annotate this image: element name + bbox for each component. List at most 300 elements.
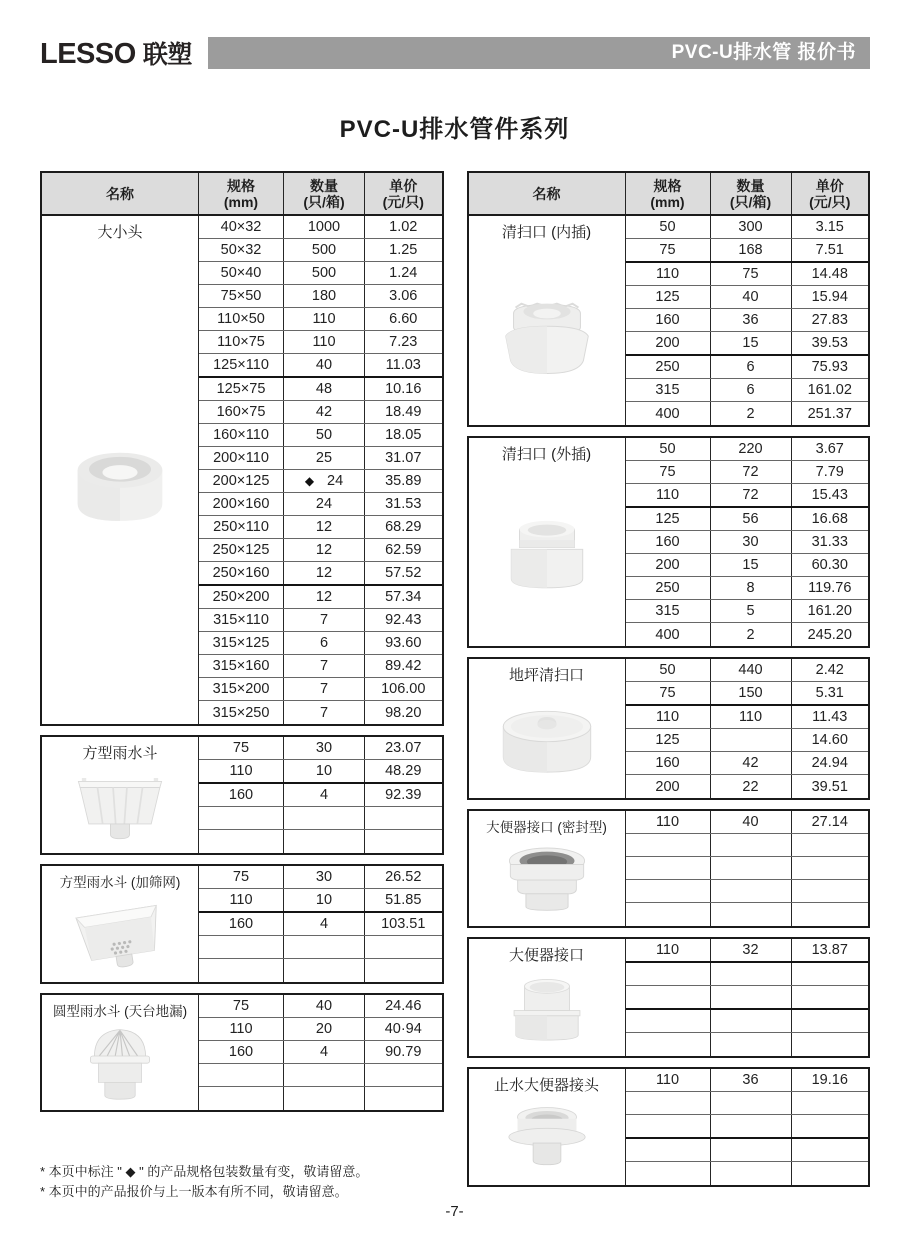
qty-cell xyxy=(284,784,365,806)
qty-cell xyxy=(711,1115,792,1137)
price-cell xyxy=(792,963,869,985)
product-name-cell xyxy=(469,216,626,425)
product-name: 清扫口 (内插) xyxy=(501,224,592,241)
spec-cell xyxy=(626,986,711,1008)
qty-cell xyxy=(711,484,792,506)
section-rows xyxy=(626,811,869,926)
qty-value: 30 xyxy=(315,869,333,885)
table-row xyxy=(626,263,869,286)
qty-cell xyxy=(284,285,365,307)
qty-value: 40 xyxy=(315,998,333,1014)
table-row xyxy=(626,332,869,356)
price-cell: 14.48 xyxy=(811,266,848,282)
qty-cell xyxy=(284,959,365,982)
price-cell xyxy=(365,936,442,958)
qty-cell xyxy=(284,308,365,330)
price-cell: 3.06 xyxy=(389,288,418,304)
qty-cell xyxy=(284,424,365,446)
table-row xyxy=(626,309,869,332)
logo-latin-text: LESSO xyxy=(40,38,136,70)
qty-value: 4 xyxy=(319,916,329,932)
spec-cell: 160 xyxy=(626,531,711,553)
col-header-spec-line1: 规格 xyxy=(653,177,682,194)
section-toilet-connector-sealed xyxy=(467,809,871,928)
spec-cell: 75 xyxy=(199,866,284,888)
price-cell xyxy=(792,834,869,856)
spec-cell: 250×200 xyxy=(199,586,284,608)
lesso-logo xyxy=(40,35,208,71)
product-name: 方型雨水斗 (加筛网) xyxy=(59,875,181,890)
qty-value: 7 xyxy=(319,612,329,628)
qty-cell xyxy=(284,401,365,423)
right-sections xyxy=(467,216,871,1187)
table-row xyxy=(199,609,442,632)
price-cell: 57.52 xyxy=(385,565,422,581)
reducer-icon xyxy=(42,242,198,724)
qty-cell xyxy=(284,470,365,492)
table-row xyxy=(199,632,442,655)
spec-cell: 50×40 xyxy=(199,262,284,284)
qty-value: 24 xyxy=(327,473,344,489)
qty-cell xyxy=(711,508,792,530)
price-cell: 62.59 xyxy=(385,542,422,558)
col-header-name: 名称 xyxy=(469,173,626,214)
page-header xyxy=(0,0,909,71)
qty-value: 30 xyxy=(742,534,759,550)
spec-cell: 50×32 xyxy=(199,239,284,261)
price-cell: 15.94 xyxy=(811,289,848,305)
product-name: 大小头 xyxy=(97,224,143,241)
price-cell: 60.30 xyxy=(811,557,848,573)
qty-value: 30 xyxy=(315,740,333,756)
spec-cell: 110×75 xyxy=(199,331,284,353)
product-name-cell xyxy=(42,995,199,1110)
product-name-cell xyxy=(469,659,626,798)
table-row xyxy=(626,903,869,926)
qty-cell xyxy=(284,378,365,400)
qty-cell xyxy=(711,309,792,331)
price-cell xyxy=(792,857,869,879)
col-header-price-line1: 单价 xyxy=(389,177,418,194)
price-cell: 6.60 xyxy=(389,311,418,327)
qty-cell xyxy=(711,682,792,704)
qty-cell xyxy=(284,1041,365,1063)
section-cleanout-outer xyxy=(467,436,871,648)
table-row xyxy=(626,811,869,834)
banner-bar: PVC-U排水管 报价书 xyxy=(208,37,870,69)
table-row xyxy=(199,1064,442,1087)
changed-qty-diamond-marker: ◆ xyxy=(304,474,315,488)
qty-cell xyxy=(711,1139,792,1161)
price-cell xyxy=(792,1092,869,1114)
price-cell: 31.33 xyxy=(811,534,848,550)
qty-value: 56 xyxy=(742,511,759,527)
col-header-spec xyxy=(199,173,284,214)
section-rows xyxy=(199,216,442,724)
qty-value: 72 xyxy=(742,487,759,503)
qty-value: 500 xyxy=(311,242,337,258)
table-row xyxy=(626,239,869,263)
qty-cell xyxy=(284,678,365,700)
table-header-row xyxy=(40,171,444,216)
left-table xyxy=(40,171,444,1187)
qty-cell xyxy=(284,516,365,538)
qty-cell xyxy=(284,830,365,853)
table-row xyxy=(199,354,442,378)
price-cell xyxy=(792,986,869,1008)
qty-cell xyxy=(711,659,792,681)
left-sections xyxy=(40,216,444,1112)
price-cell: 1.25 xyxy=(389,242,418,258)
spec-cell xyxy=(626,903,711,926)
spec-cell: 75 xyxy=(626,682,711,704)
table-row xyxy=(199,378,442,401)
qty-value: 7 xyxy=(319,704,329,721)
qty-cell xyxy=(711,356,792,378)
price-cell: 18.49 xyxy=(385,404,422,420)
table-row xyxy=(626,508,869,531)
qty-value: 1000 xyxy=(307,219,341,235)
qty-cell xyxy=(284,1018,365,1040)
price-cell: 245.20 xyxy=(807,626,852,643)
section-cleanout-inner xyxy=(467,216,871,427)
table-row xyxy=(199,424,442,447)
qty-value: 4 xyxy=(319,1044,329,1060)
qty-value: 180 xyxy=(311,288,337,304)
table-row xyxy=(626,286,869,309)
section-toilet-connector xyxy=(467,937,871,1058)
table-row xyxy=(199,807,442,830)
spec-cell xyxy=(199,807,284,829)
qty-cell xyxy=(711,438,792,460)
product-name: 大便器接口 (密封型) xyxy=(486,820,607,835)
qty-value: 110 xyxy=(312,334,336,350)
product-name: 圆型雨水斗 (天台地漏) xyxy=(52,1004,188,1019)
square-hopper-icon xyxy=(42,763,198,853)
price-cell: 119.76 xyxy=(808,580,852,596)
spec-cell: 160×110 xyxy=(199,424,284,446)
table-row xyxy=(199,493,442,516)
qty-value: 15 xyxy=(742,335,759,351)
product-name-cell xyxy=(42,216,199,724)
table-row xyxy=(199,470,442,493)
product-name-cell xyxy=(42,737,199,853)
price-cell: 7.23 xyxy=(389,334,418,350)
table-row xyxy=(626,438,869,461)
price-cell: 106.00 xyxy=(381,681,426,697)
price-cell xyxy=(792,1162,869,1185)
logo-cjk-text: 联塑 xyxy=(142,41,192,69)
spec-cell: 200 xyxy=(626,332,711,354)
table-row xyxy=(626,484,869,508)
table-row xyxy=(199,701,442,724)
spec-cell: 160×75 xyxy=(199,401,284,423)
qty-value: 300 xyxy=(738,219,763,235)
col-header-price-line2: (元/只) xyxy=(382,193,424,210)
section-rows xyxy=(626,216,869,425)
qty-value: 42 xyxy=(315,404,333,420)
price-cell xyxy=(792,1033,869,1056)
qty-cell xyxy=(284,889,365,911)
col-header-qty-line2: (只/箱) xyxy=(729,193,772,210)
price-cell: 3.15 xyxy=(815,219,844,235)
table-row xyxy=(199,562,442,586)
round-hopper-icon xyxy=(42,1020,198,1110)
col-header-qty-line2: (只/箱) xyxy=(303,193,345,210)
price-cell: 75.93 xyxy=(811,359,848,375)
price-cell: 92.39 xyxy=(385,787,422,803)
price-cell xyxy=(365,830,442,853)
col-header-qty xyxy=(284,173,365,214)
price-cell xyxy=(792,880,869,902)
table-row xyxy=(626,1010,869,1033)
spec-cell: 250×125 xyxy=(199,539,284,561)
product-name: 止水大便器接头 xyxy=(493,1077,599,1094)
spec-cell: 110 xyxy=(199,889,284,911)
product-name-cell xyxy=(469,1069,626,1185)
section-rows xyxy=(199,737,442,853)
col-header-spec xyxy=(626,173,711,214)
table-row xyxy=(199,936,442,959)
price-cell: 89.42 xyxy=(385,658,422,674)
price-cell: 1.02 xyxy=(389,219,418,235)
table-row xyxy=(626,1139,869,1162)
spec-cell: 110 xyxy=(626,263,711,285)
table-row xyxy=(199,959,442,982)
spec-cell: 50 xyxy=(626,216,711,238)
footnote-2: * 本页中的产品报价与上一版本有所不同，敬请留意。 xyxy=(40,1184,348,1199)
table-row xyxy=(199,737,442,760)
qty-cell xyxy=(284,609,365,631)
section-rows xyxy=(626,939,869,1056)
spec-cell: 315×110 xyxy=(199,609,284,631)
qty-value: 2 xyxy=(746,405,755,422)
qty-cell xyxy=(284,586,365,608)
qty-value: 500 xyxy=(311,265,337,281)
table-row xyxy=(626,880,869,903)
price-cell: 7.51 xyxy=(815,242,844,258)
qty-cell xyxy=(284,866,365,888)
section-floor-cleanout xyxy=(467,657,871,800)
price-cell xyxy=(365,1087,442,1110)
table-row xyxy=(626,1115,869,1139)
spec-cell xyxy=(199,1087,284,1110)
spec-cell: 250 xyxy=(626,356,711,378)
table-row xyxy=(199,1018,442,1041)
spec-cell xyxy=(626,1033,711,1056)
spec-cell: 200 xyxy=(626,554,711,576)
price-cell: 7.79 xyxy=(815,464,844,480)
table-row xyxy=(199,285,442,308)
spec-cell: 200×160 xyxy=(199,493,284,515)
table-row xyxy=(626,531,869,554)
table-row xyxy=(626,1162,869,1185)
spec-cell: 110 xyxy=(199,1018,284,1040)
price-cell: 13.87 xyxy=(811,942,848,958)
product-name: 大便器接口 xyxy=(508,947,584,964)
table-row xyxy=(199,586,442,609)
price-cell: 5.31 xyxy=(815,685,844,701)
col-header-spec-line2: (mm) xyxy=(223,193,259,210)
qty-cell xyxy=(711,1069,792,1091)
table-row xyxy=(626,857,869,880)
qty-value: 110 xyxy=(738,709,763,725)
section-rows xyxy=(199,866,442,982)
footnotes xyxy=(40,1162,368,1202)
table-row xyxy=(626,729,869,752)
spec-cell: 75 xyxy=(626,239,711,261)
qty-cell xyxy=(284,632,365,654)
qty-cell xyxy=(284,262,365,284)
spec-cell: 160 xyxy=(199,913,284,935)
table-row xyxy=(626,577,869,600)
spec-cell: 110 xyxy=(199,760,284,782)
price-cell: 31.07 xyxy=(385,450,422,466)
qty-cell xyxy=(711,706,792,728)
footnote-1: * 本页中标注 " ◆ " 的产品规格包装数量有变，敬请留意。 xyxy=(40,1164,369,1179)
section-rows xyxy=(199,995,442,1110)
table-row xyxy=(199,784,442,807)
qty-cell xyxy=(711,986,792,1008)
price-cell: 27.83 xyxy=(811,312,848,328)
qty-cell xyxy=(711,577,792,599)
qty-cell xyxy=(284,995,365,1017)
spec-cell: 110 xyxy=(626,811,711,833)
qty-cell xyxy=(711,332,792,354)
qty-cell xyxy=(284,539,365,561)
table-row xyxy=(626,216,869,239)
price-cell: 15.43 xyxy=(811,487,848,503)
price-cell: 10.16 xyxy=(385,381,422,397)
qty-cell xyxy=(711,379,792,401)
spec-cell: 400 xyxy=(626,402,711,425)
qty-value: 36 xyxy=(742,312,759,328)
table-row xyxy=(626,986,869,1010)
qty-cell xyxy=(711,1162,792,1185)
section-round-rain-hopper xyxy=(40,993,444,1112)
qty-cell xyxy=(711,531,792,553)
qty-cell xyxy=(284,1064,365,1086)
table-row xyxy=(199,913,442,936)
spec-cell xyxy=(626,857,711,879)
qty-cell xyxy=(711,216,792,238)
tables-area xyxy=(40,171,870,1187)
qty-cell xyxy=(711,880,792,902)
water-stop-toilet-icon xyxy=(469,1095,625,1185)
table-row xyxy=(626,1092,869,1115)
table-row xyxy=(199,830,442,853)
price-cell: 39.51 xyxy=(811,778,848,795)
col-header-price-line1: 单价 xyxy=(815,177,844,194)
spec-cell: 400 xyxy=(626,623,711,646)
qty-cell xyxy=(284,331,365,353)
spec-cell: 315×200 xyxy=(199,678,284,700)
table-row xyxy=(199,401,442,424)
price-cell: 24.46 xyxy=(385,998,422,1014)
section-rows xyxy=(626,438,869,646)
table-row xyxy=(199,995,442,1018)
qty-value: 40 xyxy=(315,357,333,373)
table-row xyxy=(199,539,442,562)
price-cell: 35.89 xyxy=(385,473,422,489)
table-row xyxy=(199,516,442,539)
spec-cell: 160 xyxy=(626,752,711,774)
spec-cell: 125×75 xyxy=(199,378,284,400)
qty-cell xyxy=(711,857,792,879)
col-header-qty xyxy=(711,173,792,214)
col-header-qty-line1: 数量 xyxy=(310,177,338,194)
price-cell: 251.37 xyxy=(807,405,852,422)
qty-value: 24 xyxy=(315,496,333,512)
section-rows xyxy=(626,659,869,798)
product-name-cell xyxy=(42,866,199,982)
spec-cell xyxy=(199,936,284,958)
price-cell: 23.07 xyxy=(385,740,422,756)
spec-cell xyxy=(199,1064,284,1086)
price-cell: 98.20 xyxy=(385,704,422,721)
col-header-price-line2: (元/只) xyxy=(809,193,851,210)
price-cell: 3.67 xyxy=(815,441,844,457)
spec-cell: 250×160 xyxy=(199,562,284,584)
price-cell: 18.05 xyxy=(385,427,422,443)
product-name-cell xyxy=(469,438,626,646)
table-row xyxy=(626,752,869,775)
qty-value: 20 xyxy=(315,1021,333,1037)
cleanout-inner-icon xyxy=(469,242,625,425)
price-cell: 27.14 xyxy=(811,814,848,830)
qty-value: 150 xyxy=(738,685,763,701)
qty-value: 40 xyxy=(742,289,759,305)
spec-cell xyxy=(626,1162,711,1185)
qty-cell xyxy=(711,286,792,308)
spec-cell: 125 xyxy=(626,286,711,308)
spec-cell: 110 xyxy=(626,939,711,961)
spec-cell: 75 xyxy=(626,461,711,483)
table-row xyxy=(626,834,869,857)
qty-value: 7 xyxy=(319,658,329,674)
spec-cell: 160 xyxy=(626,309,711,331)
price-cell xyxy=(792,1115,869,1137)
toilet-connector-sealed-icon xyxy=(469,836,625,926)
table-row xyxy=(199,239,442,262)
qty-cell xyxy=(284,737,365,759)
table-row xyxy=(626,659,869,682)
spec-cell: 75×50 xyxy=(199,285,284,307)
toilet-connector-icon xyxy=(469,965,625,1056)
right-table xyxy=(467,171,871,1187)
qty-cell xyxy=(711,834,792,856)
col-header-spec-line2: (mm) xyxy=(650,193,685,210)
qty-cell xyxy=(711,600,792,622)
table-row xyxy=(199,308,442,331)
spec-cell: 110 xyxy=(626,1069,711,1091)
qty-value: 10 xyxy=(315,763,333,779)
spec-cell: 315 xyxy=(626,379,711,401)
section-reducer xyxy=(40,216,444,726)
qty-cell xyxy=(711,963,792,985)
table-row xyxy=(626,623,869,646)
qty-value: 72 xyxy=(742,464,759,480)
spec-cell xyxy=(626,834,711,856)
qty-cell xyxy=(711,1033,792,1056)
spec-cell: 315×250 xyxy=(199,701,284,724)
qty-cell xyxy=(284,701,365,724)
price-cell xyxy=(365,807,442,829)
section-water-stop-toilet-connector xyxy=(467,1067,871,1187)
qty-cell xyxy=(711,811,792,833)
price-cell: 92.43 xyxy=(385,612,422,628)
qty-value: 12 xyxy=(315,589,333,605)
